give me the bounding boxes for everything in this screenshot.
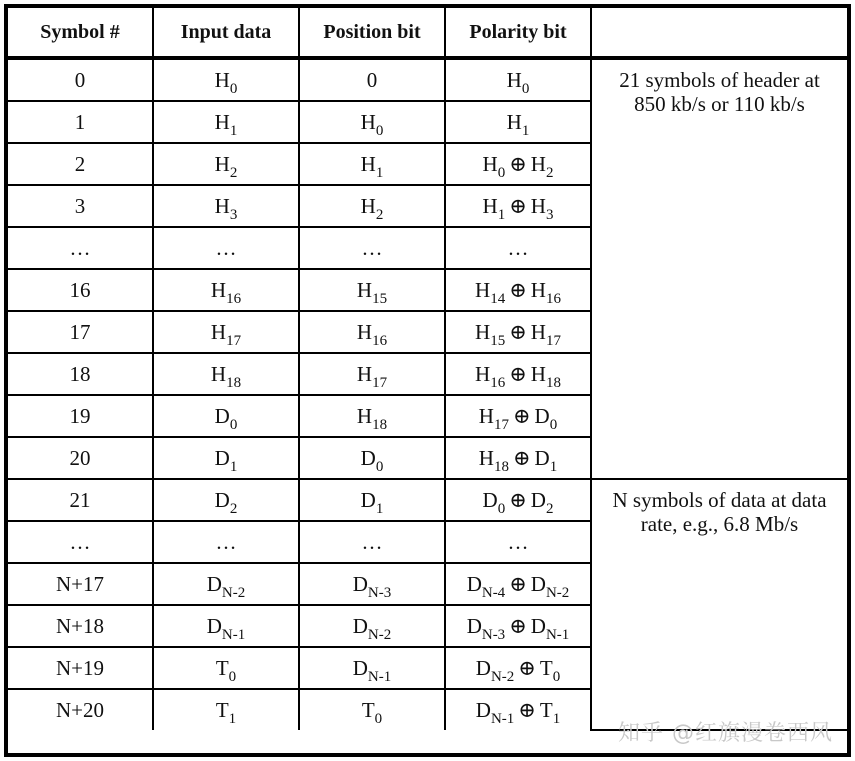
input-data-cell bbox=[153, 185, 299, 227]
symbol-cell: 17 bbox=[8, 311, 153, 353]
subscript: 16 bbox=[490, 374, 506, 391]
base: D bbox=[214, 445, 230, 470]
base: D bbox=[482, 487, 498, 512]
polarity-bit-cell bbox=[445, 227, 591, 269]
base: H bbox=[530, 151, 546, 176]
xor-symbol: ⊕ bbox=[512, 445, 531, 470]
subscript: 1 bbox=[229, 458, 238, 475]
base: D bbox=[360, 445, 376, 470]
base: D bbox=[206, 613, 222, 638]
base: … bbox=[215, 235, 237, 260]
symbol-cell: N+18 bbox=[8, 605, 153, 647]
input-data-cell bbox=[153, 58, 299, 101]
polarity-bit-cell bbox=[445, 563, 591, 605]
subscript: 2 bbox=[229, 500, 238, 517]
base: H bbox=[214, 193, 230, 218]
polarity-bit-cell bbox=[445, 395, 591, 437]
polarity-bit-cell bbox=[445, 143, 591, 185]
watermark: 知乎 @红旗漫卷西风 bbox=[618, 721, 833, 746]
base: T bbox=[361, 697, 375, 722]
base: D bbox=[534, 403, 550, 428]
subscript: 16 bbox=[372, 332, 388, 349]
subscript: 1 bbox=[549, 458, 558, 475]
symbol-cell: 0 bbox=[8, 58, 153, 101]
base: H bbox=[360, 109, 376, 134]
subscript: 17 bbox=[545, 332, 561, 349]
position-bit-cell bbox=[299, 227, 445, 269]
base: H bbox=[210, 277, 227, 302]
input-data-cell bbox=[153, 689, 299, 730]
header-note-cell: 21 symbols of header at 850 kb/s or 110 kb/s bbox=[591, 58, 847, 479]
subscript: 0 bbox=[375, 122, 384, 139]
symbol-cell: 1 bbox=[8, 101, 153, 143]
subscript: N-2 bbox=[367, 626, 392, 643]
position-bit-cell bbox=[299, 395, 445, 437]
input-data-cell bbox=[153, 101, 299, 143]
subscript: 1 bbox=[229, 122, 238, 139]
base: D bbox=[206, 571, 222, 596]
base: H bbox=[356, 361, 373, 386]
base: H bbox=[214, 67, 230, 92]
subscript: 0 bbox=[497, 164, 506, 181]
base: … bbox=[507, 235, 529, 260]
subscript: 16 bbox=[226, 290, 242, 307]
base: H bbox=[478, 403, 494, 428]
base: H bbox=[475, 319, 491, 344]
position-bit-cell bbox=[299, 647, 445, 689]
subscript: 0 bbox=[228, 668, 237, 685]
position-bit-cell bbox=[299, 689, 445, 730]
polarity-bit-cell bbox=[445, 269, 591, 311]
subscript: 18 bbox=[372, 416, 388, 433]
subscript: N-4 bbox=[481, 584, 506, 601]
xor-symbol: ⊕ bbox=[509, 361, 527, 386]
subscript: 18 bbox=[545, 374, 561, 391]
subscript: 2 bbox=[375, 206, 384, 223]
input-data-cell bbox=[153, 227, 299, 269]
polarity-bit-cell bbox=[445, 479, 591, 521]
base: D bbox=[214, 403, 230, 428]
polarity-bit-cell bbox=[445, 58, 591, 101]
subscript: 17 bbox=[372, 374, 388, 391]
symbol-cell: N+17 bbox=[8, 563, 153, 605]
symbol-cell: 3 bbox=[8, 185, 153, 227]
input-data-cell bbox=[153, 605, 299, 647]
header-notes bbox=[591, 8, 847, 58]
input-data-cell bbox=[153, 395, 299, 437]
xor-symbol: ⊕ bbox=[509, 319, 527, 344]
table-row bbox=[8, 479, 847, 521]
base: … bbox=[361, 529, 383, 554]
subscript: 0 bbox=[374, 710, 383, 727]
subscript: 2 bbox=[545, 164, 554, 181]
subscript: 2 bbox=[229, 164, 238, 181]
subscript: N-2 bbox=[221, 584, 246, 601]
position-bit-cell bbox=[299, 185, 445, 227]
polarity-bit-cell bbox=[445, 101, 591, 143]
input-data-cell bbox=[153, 479, 299, 521]
position-bit-cell bbox=[299, 479, 445, 521]
subscript: 3 bbox=[545, 206, 554, 223]
base: H bbox=[530, 277, 546, 302]
input-data-cell bbox=[153, 521, 299, 563]
input-data-cell bbox=[153, 311, 299, 353]
base: H bbox=[210, 361, 227, 386]
symbol-cell: 18 bbox=[8, 353, 153, 395]
base: D bbox=[534, 445, 550, 470]
symbol-cell: 19 bbox=[8, 395, 153, 437]
base: … bbox=[361, 235, 383, 260]
subscript: 18 bbox=[226, 374, 242, 391]
subscript: N-2 bbox=[545, 584, 570, 601]
subscript: 18 bbox=[493, 458, 509, 475]
base: D bbox=[530, 571, 546, 596]
base: H bbox=[530, 319, 546, 344]
xor-symbol: ⊕ bbox=[512, 403, 531, 428]
base: … bbox=[507, 529, 529, 554]
position-bit-cell bbox=[299, 605, 445, 647]
subscript: 0 bbox=[497, 500, 506, 517]
header-input-data: Input data bbox=[153, 8, 299, 58]
input-data-cell bbox=[153, 269, 299, 311]
polarity-bit-cell bbox=[445, 311, 591, 353]
base: H bbox=[482, 193, 498, 218]
base: D bbox=[466, 613, 482, 638]
base: H bbox=[214, 109, 230, 134]
subscript: 0 bbox=[552, 668, 561, 685]
base: H bbox=[506, 67, 522, 92]
polarity-bit-cell bbox=[445, 437, 591, 479]
header-polarity-bit: Polarity bit bbox=[445, 8, 591, 58]
base: H bbox=[356, 403, 373, 428]
base: T bbox=[539, 655, 553, 680]
symbol-encoding-table bbox=[4, 4, 851, 757]
symbol-cell: 20 bbox=[8, 437, 153, 479]
subscript: 1 bbox=[497, 206, 506, 223]
base: D bbox=[530, 487, 546, 512]
symbol-cell: N+19 bbox=[8, 647, 153, 689]
input-data-cell bbox=[153, 143, 299, 185]
table bbox=[8, 8, 847, 731]
polarity-bit-cell bbox=[445, 521, 591, 563]
subscript: 17 bbox=[493, 416, 509, 433]
table-row bbox=[8, 58, 847, 101]
xor-symbol: ⊕ bbox=[518, 697, 536, 722]
subscript: 0 bbox=[229, 416, 238, 433]
xor-symbol: ⊕ bbox=[509, 151, 527, 176]
base: … bbox=[215, 529, 237, 554]
base: H bbox=[356, 277, 373, 302]
base: H bbox=[506, 109, 522, 134]
position-bit-cell bbox=[299, 143, 445, 185]
symbol-cell: N+20 bbox=[8, 689, 153, 730]
subscript: N-3 bbox=[367, 584, 392, 601]
base: H bbox=[360, 193, 376, 218]
base: H bbox=[210, 319, 227, 344]
position-bit-cell bbox=[299, 353, 445, 395]
header-symbol: Symbol # bbox=[8, 8, 153, 58]
base: D bbox=[352, 571, 368, 596]
input-data-cell bbox=[153, 647, 299, 689]
subscript: N-1 bbox=[367, 668, 392, 685]
position-bit-cell bbox=[299, 311, 445, 353]
subscript: 0 bbox=[549, 416, 558, 433]
base: H bbox=[360, 151, 376, 176]
subscript: N-1 bbox=[221, 626, 246, 643]
subscript: 1 bbox=[521, 122, 530, 139]
base: H bbox=[478, 445, 494, 470]
subscript: 3 bbox=[229, 206, 238, 223]
header-position-bit: Position bit bbox=[299, 8, 445, 58]
position-bit-cell bbox=[299, 101, 445, 143]
base: H bbox=[475, 277, 491, 302]
xor-symbol: ⊕ bbox=[509, 487, 527, 512]
symbol-cell: … bbox=[8, 521, 153, 563]
base: T bbox=[215, 655, 229, 680]
base: 0 bbox=[366, 67, 378, 92]
base: H bbox=[530, 361, 546, 386]
position-bit-cell bbox=[299, 521, 445, 563]
symbol-cell: 2 bbox=[8, 143, 153, 185]
polarity-bit-cell bbox=[445, 605, 591, 647]
subscript: 14 bbox=[490, 290, 506, 307]
subscript: N-1 bbox=[545, 626, 570, 643]
base: D bbox=[214, 487, 230, 512]
position-bit-cell bbox=[299, 563, 445, 605]
base: H bbox=[482, 151, 498, 176]
base: D bbox=[360, 487, 376, 512]
subscript: N-1 bbox=[490, 710, 515, 727]
input-data-cell bbox=[153, 353, 299, 395]
xor-symbol: ⊕ bbox=[509, 277, 527, 302]
symbol-cell: … bbox=[8, 227, 153, 269]
polarity-bit-cell bbox=[445, 689, 591, 730]
base: D bbox=[475, 697, 491, 722]
polarity-bit-cell bbox=[445, 185, 591, 227]
subscript: 0 bbox=[375, 458, 384, 475]
base: D bbox=[530, 613, 546, 638]
xor-symbol: ⊕ bbox=[509, 613, 527, 638]
position-bit-cell bbox=[299, 58, 445, 101]
position-bit-cell bbox=[299, 269, 445, 311]
subscript: 15 bbox=[490, 332, 506, 349]
base: H bbox=[356, 319, 373, 344]
xor-symbol: ⊕ bbox=[509, 193, 527, 218]
subscript: 1 bbox=[375, 500, 384, 517]
base: D bbox=[352, 613, 368, 638]
position-bit-cell bbox=[299, 437, 445, 479]
base: D bbox=[466, 571, 482, 596]
base: T bbox=[215, 697, 229, 722]
input-data-cell bbox=[153, 563, 299, 605]
subscript: 17 bbox=[226, 332, 242, 349]
polarity-bit-cell bbox=[445, 353, 591, 395]
xor-symbol: ⊕ bbox=[509, 571, 527, 596]
data-note-cell: N symbols of data at data rate, e.g., 6.8 Mb/s bbox=[591, 479, 847, 730]
subscript: 15 bbox=[372, 290, 388, 307]
base: T bbox=[539, 697, 553, 722]
subscript: 0 bbox=[229, 80, 238, 97]
polarity-bit-cell bbox=[445, 647, 591, 689]
subscript: 1 bbox=[228, 710, 237, 727]
base: D bbox=[352, 655, 368, 680]
subscript: N-2 bbox=[490, 668, 515, 685]
symbol-cell: 16 bbox=[8, 269, 153, 311]
input-data-cell bbox=[153, 437, 299, 479]
subscript: 16 bbox=[545, 290, 561, 307]
subscript: N-3 bbox=[481, 626, 506, 643]
symbol-cell: 21 bbox=[8, 479, 153, 521]
base: H bbox=[214, 151, 230, 176]
subscript: 0 bbox=[521, 80, 530, 97]
subscript: 2 bbox=[545, 500, 554, 517]
xor-symbol: ⊕ bbox=[518, 655, 536, 680]
subscript: 1 bbox=[552, 710, 561, 727]
subscript: 1 bbox=[375, 164, 384, 181]
header-row bbox=[8, 8, 847, 58]
base: H bbox=[475, 361, 491, 386]
base: H bbox=[530, 193, 546, 218]
base: D bbox=[475, 655, 491, 680]
